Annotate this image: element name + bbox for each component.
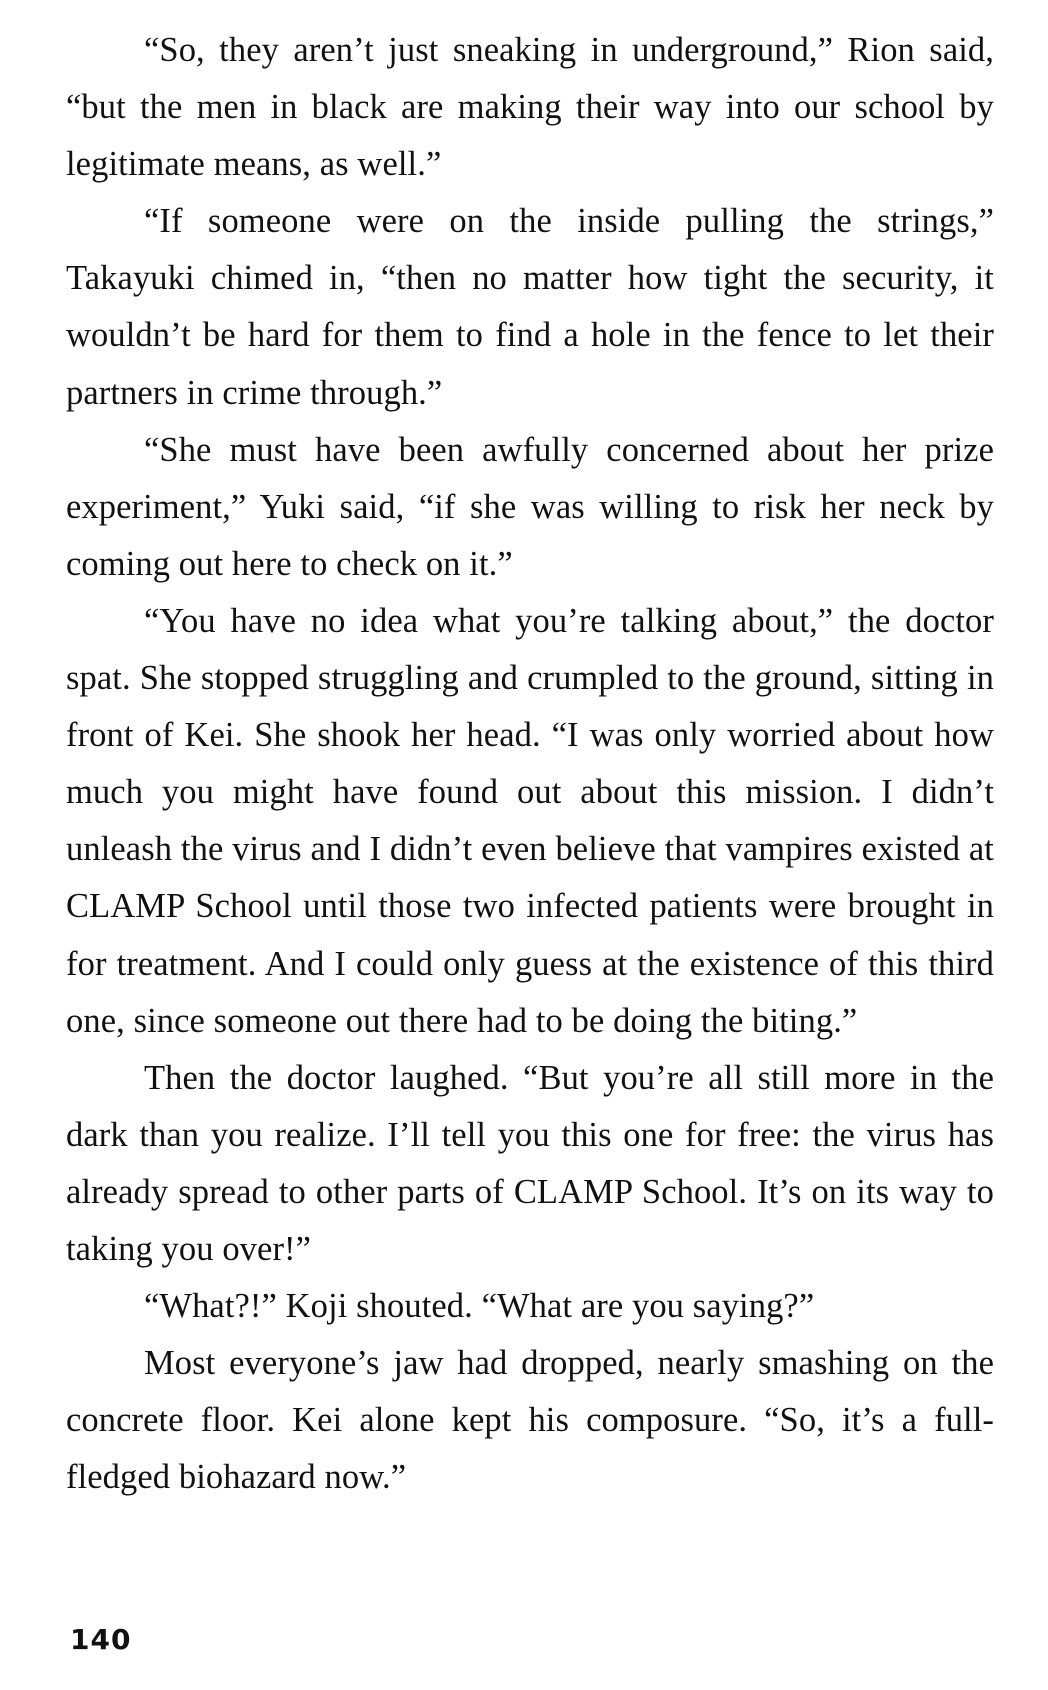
paragraph: Then the doctor laughed. “But you’re all still more in the dark than you realize. I’ll tell you this one for free: the virus has already spread to other parts of CLAMP School. It’s on its way to taking you over!” bbox=[66, 1058, 994, 1268]
paragraph: “So, they aren’t just sneaking in underground,” Rion said, “but the men in black are making their way into our school by legitimate means, as well.” bbox=[66, 31, 994, 184]
page-number: 140 bbox=[70, 1623, 132, 1656]
paragraph: “If someone were on the inside pulling the strings,” Takayuki chimed in, “then no matter how tight the security, it wouldn’t be hard for them to find a hole in the fence to let their partners in crime through.” bbox=[66, 202, 994, 412]
paragraph: “What?!” Koji shouted. “What are you saying?” bbox=[144, 1287, 815, 1326]
body-text bbox=[66, 22, 994, 1506]
paragraph: “You have no idea what you’re talking about,” the doctor spat. She stopped struggling and crumpled to the ground, sitting in front of Kei. She shook her head. “I was only worried about how much you might have found out about this mission. I didn’t unleash the virus and I didn’t even believe that vampires existed at CLAMP School until those two infected patients were brought in for treatment. And I could only guess at the existence of this third one, since someone out there had to be doing the biting.” bbox=[66, 601, 994, 1040]
paragraph: Most everyone’s jaw had dropped, nearly smashing on the concrete floor. Kei alone kept his composure. “So, it’s a full-fledged biohazard now.” bbox=[66, 1344, 994, 1497]
paragraph: “She must have been awfully concerned about her prize experiment,” Yuki said, “if she was willing to risk her neck by coming out here to check on it.” bbox=[66, 430, 994, 583]
